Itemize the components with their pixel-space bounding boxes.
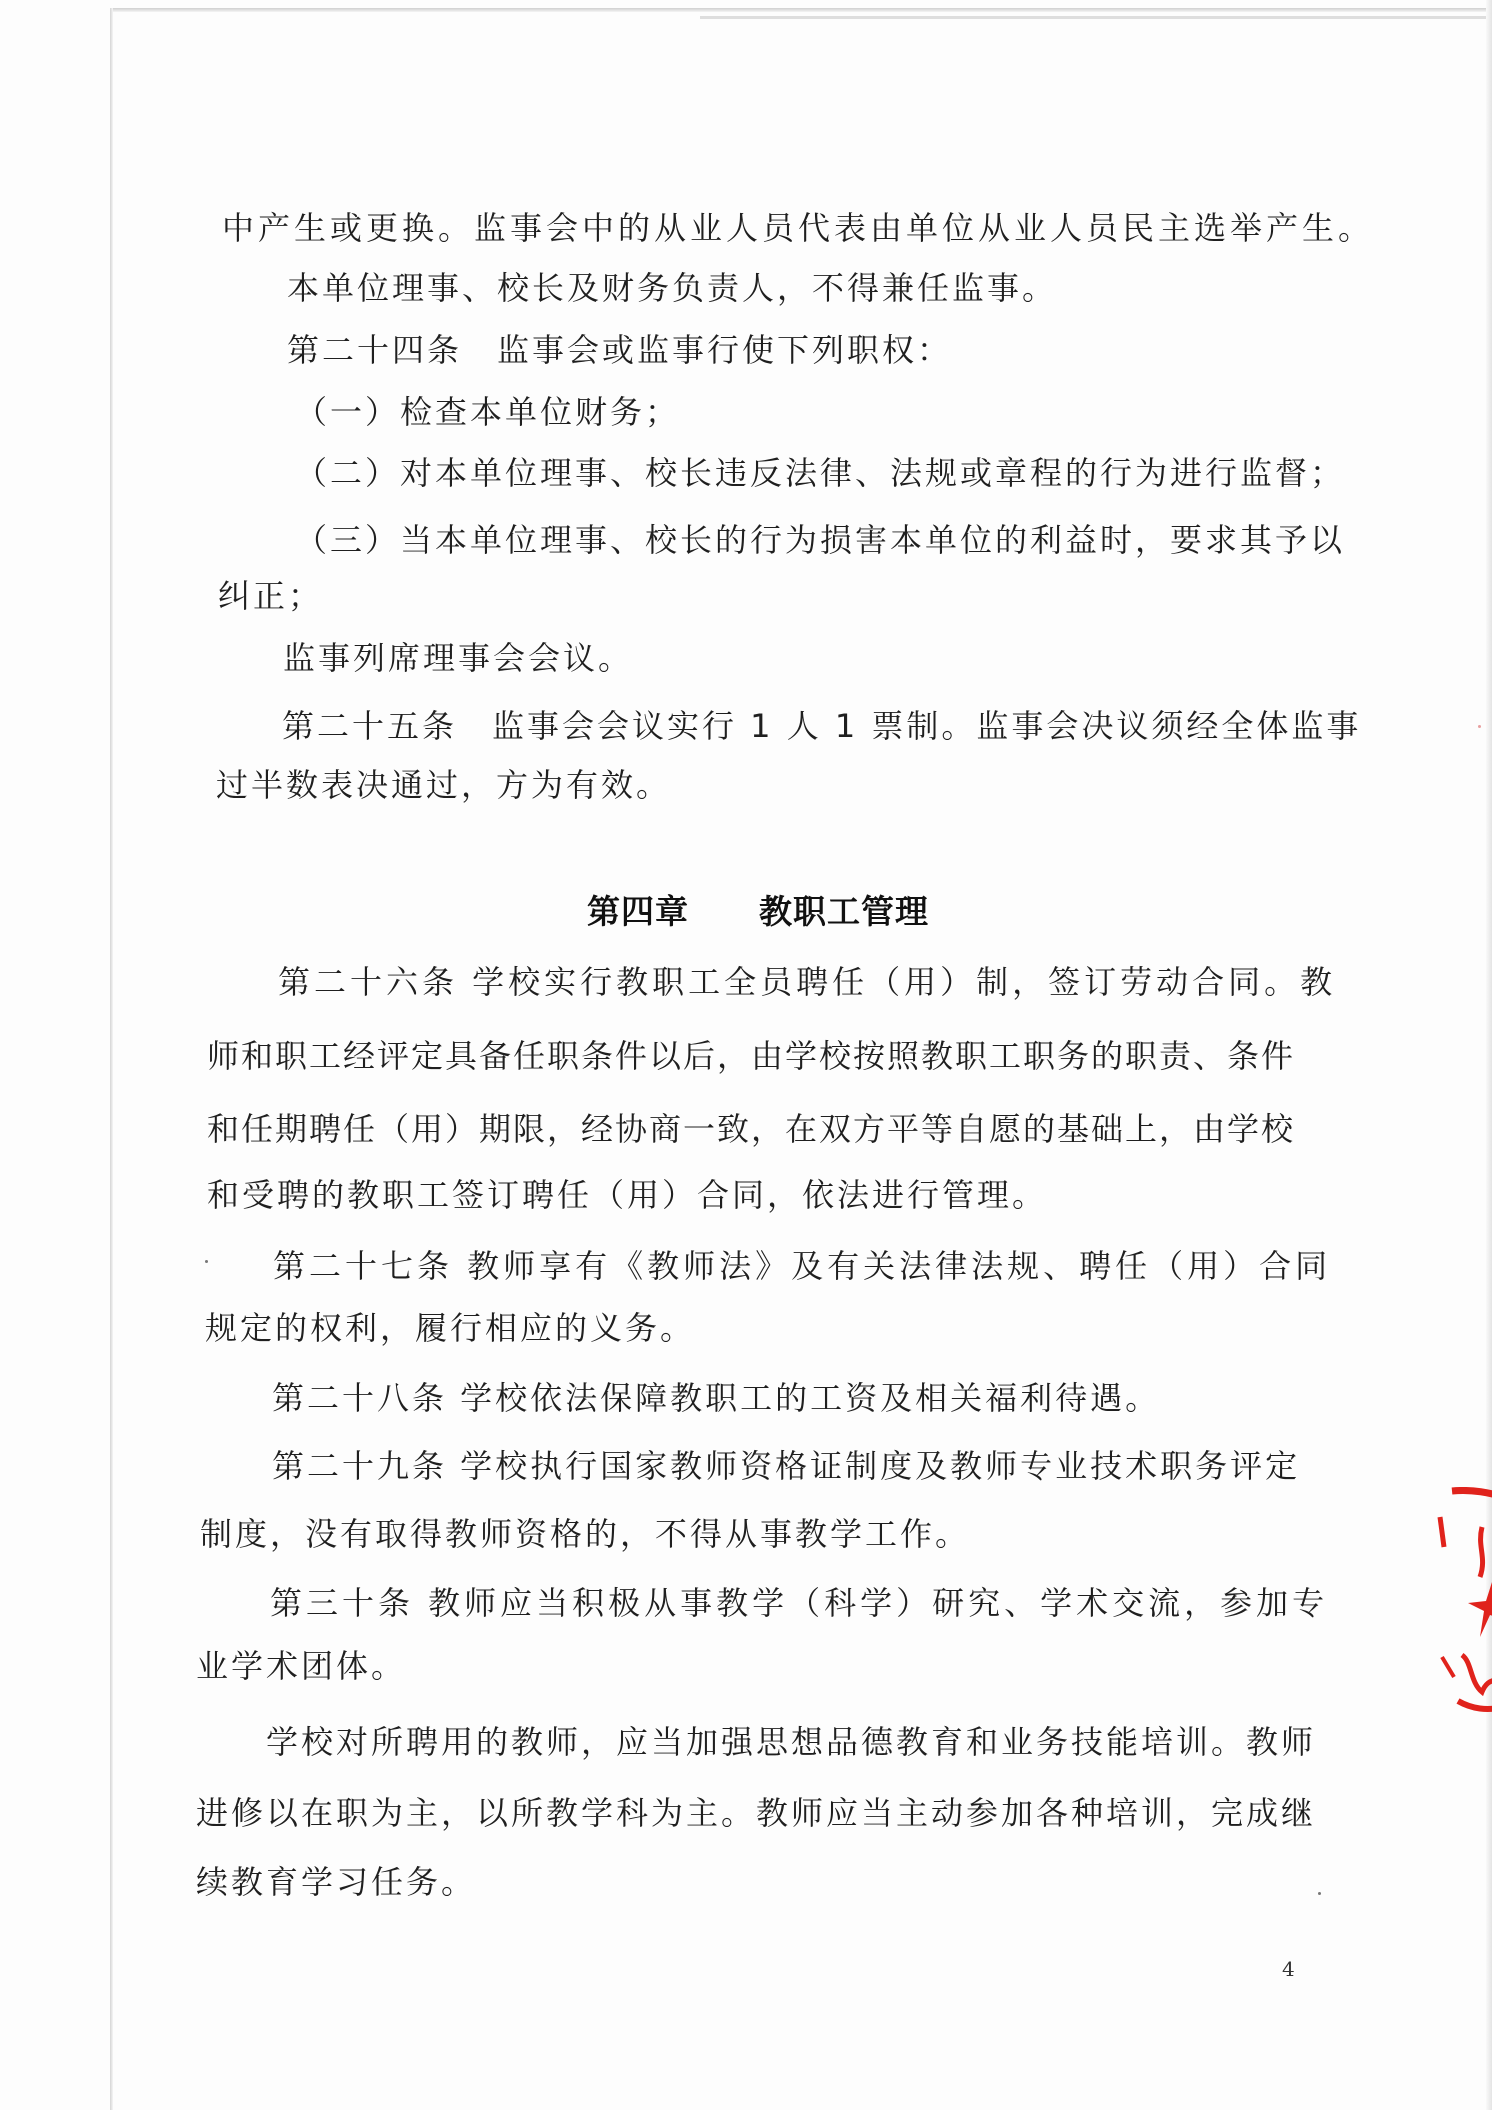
paragraph-line: 师和职工经评定具备任职条件以后，由学校按照教职工职务的职责、条件 [207, 1037, 1296, 1075]
page-number: 4 [1282, 1957, 1295, 1981]
article-28-line: 第二十八条 学校依法保障教职工的工资及相关福利待遇。 [272, 1379, 1161, 1417]
scan-edge-top-secondary [700, 16, 1492, 19]
paragraph-line: 续教育学习任务。 [196, 1863, 477, 1901]
chapter-title: 教职工管理 [759, 892, 929, 931]
paragraph-line: 学校对所聘用的教师，应当加强思想品德教育和业务技能培训。教师 [266, 1723, 1317, 1761]
chapter-heading [587, 891, 929, 933]
scan-speck [1478, 725, 1481, 728]
paragraph-line: 本单位理事、校长及财务负责人，不得兼任监事。 [287, 269, 1058, 307]
paragraph-line: 和受聘的教职工签订聘任（用）合同，依法进行管理。 [207, 1176, 1048, 1214]
list-item: （三）当本单位理事、校长的行为损害本单位的利益时，要求其予以 [295, 521, 1346, 559]
paragraph-line: 业学术团体。 [196, 1647, 407, 1685]
paragraph-line: 和任期聘任（用）期限，经协商一致，在双方平等自愿的基础上，由学校 [207, 1110, 1296, 1148]
paragraph-line: 纠正； [218, 577, 324, 615]
article-29-line: 第二十九条 学校执行国家教师资格证制度及教师专业技术职务评定 [272, 1447, 1301, 1485]
paragraph-line: 制度，没有取得教师资格的，不得从事教学工作。 [200, 1515, 971, 1553]
scan-edge-top [110, 8, 1492, 12]
paragraph-line: 进修以在职为主，以所教学科为主。教师应当主动参加各种培训，完成继 [196, 1794, 1317, 1832]
scan-speck [205, 1260, 208, 1263]
official-seal-icon [1432, 1487, 1492, 1727]
article-27-line: 第二十七条 教师享有《教师法》及有关法律法规、聘任（用）合同 [273, 1247, 1332, 1285]
article-30-line: 第三十条 教师应当积极从事教学（科学）研究、学术交流，参加专 [270, 1584, 1329, 1622]
paragraph-line: 规定的权利，履行相应的义务。 [205, 1309, 696, 1347]
scan-speck [1318, 1892, 1321, 1895]
chapter-number: 第四章 [587, 892, 689, 931]
list-item: （一）检查本单位财务； [295, 393, 681, 431]
scan-edge-left [110, 8, 113, 2110]
article-25-line: 第二十五条 监事会会议实行 1 人 1 票制。监事会决议须经全体监事 [282, 707, 1362, 745]
paragraph-line: 监事列席理事会会议。 [283, 639, 634, 677]
list-item: （二）对本单位理事、校长违反法律、法规或章程的行为进行监督； [295, 454, 1346, 492]
scan-edge-right [1486, 0, 1492, 2110]
article-24-line: 第二十四条 监事会或监事行使下列职权： [287, 331, 953, 369]
article-26-line: 第二十六条 学校实行教职工全员聘任（用）制，签订劳动合同。教 [278, 963, 1337, 1001]
paragraph-line: 过半数表决通过，方为有效。 [216, 766, 672, 804]
paragraph-line: 中产生或更换。监事会中的从业人员代表由单位从业人员民主选举产生。 [222, 209, 1375, 247]
